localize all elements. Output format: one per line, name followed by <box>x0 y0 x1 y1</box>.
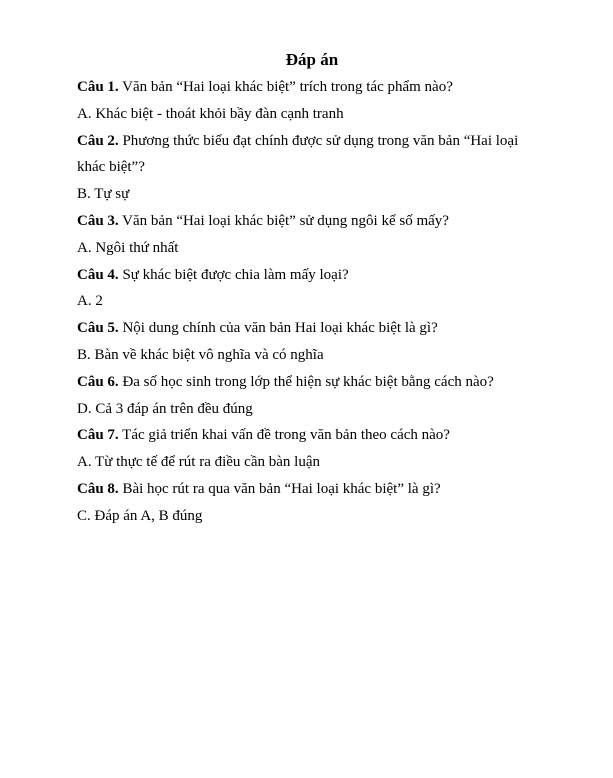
question-label: Câu 3. <box>77 212 119 229</box>
answer-key-page <box>77 48 547 530</box>
question-text: Bài học rút ra qua văn bản “Hai loại khác biệt” là gì? <box>122 480 441 497</box>
question-3 <box>77 208 547 235</box>
question-1 <box>77 74 547 101</box>
question-label: Câu 2. <box>77 132 119 149</box>
question-4 <box>77 262 547 289</box>
question-text: Nội dung chính của văn bản Hai loại khác biệt là gì? <box>122 320 438 337</box>
question-text: Văn bản “Hai loại khác biệt” trích trong tác phẩm nào? <box>122 79 453 95</box>
question-5 <box>77 315 547 342</box>
question-6 <box>77 369 547 396</box>
question-8 <box>77 476 547 503</box>
question-text: Tác giả triển khai vấn đề trong văn bản theo cách nào? <box>122 427 450 444</box>
answer-8: C. Đáp án A, B đúng <box>77 507 203 524</box>
question-label: Câu 7. <box>77 427 119 444</box>
answer-1: A. Khác biệt - thoát khỏi bầy đàn cạnh tranh <box>77 105 344 122</box>
answer-4: A. 2 <box>77 293 103 310</box>
question-text: Đa số học sinh trong lớp thể hiện sự khác biệt bằng cách nào? <box>122 373 494 390</box>
question-text: Phương thức biểu đạt chính được sử dụng trong văn bản “Hai loại khác biệt”? <box>77 132 519 176</box>
question-label: Câu 6. <box>77 373 119 390</box>
question-label: Câu 1. <box>77 79 119 95</box>
page-title: Đáp án <box>285 50 339 69</box>
answer-7: A. Từ thực tế để rút ra điều cần bàn luận <box>77 454 320 471</box>
question-label: Câu 5. <box>77 320 119 337</box>
question-label: Câu 4. <box>77 266 119 283</box>
question-text: Văn bản “Hai loại khác biệt” sử dụng ngôi kể số mấy? <box>122 212 449 229</box>
answer-3: A. Ngôi thứ nhất <box>77 239 179 256</box>
answer-6: D. Cả 3 đáp án trên đều đúng <box>77 400 253 417</box>
question-2 <box>77 128 547 182</box>
question-label: Câu 8. <box>77 480 119 497</box>
answer-2: B. Tự sự <box>77 186 130 203</box>
question-text: Sự khác biệt được chia làm mấy loại? <box>122 266 349 283</box>
question-7 <box>77 422 547 449</box>
answer-5: B. Bàn về khác biệt vô nghĩa và có nghĩa <box>77 346 324 363</box>
